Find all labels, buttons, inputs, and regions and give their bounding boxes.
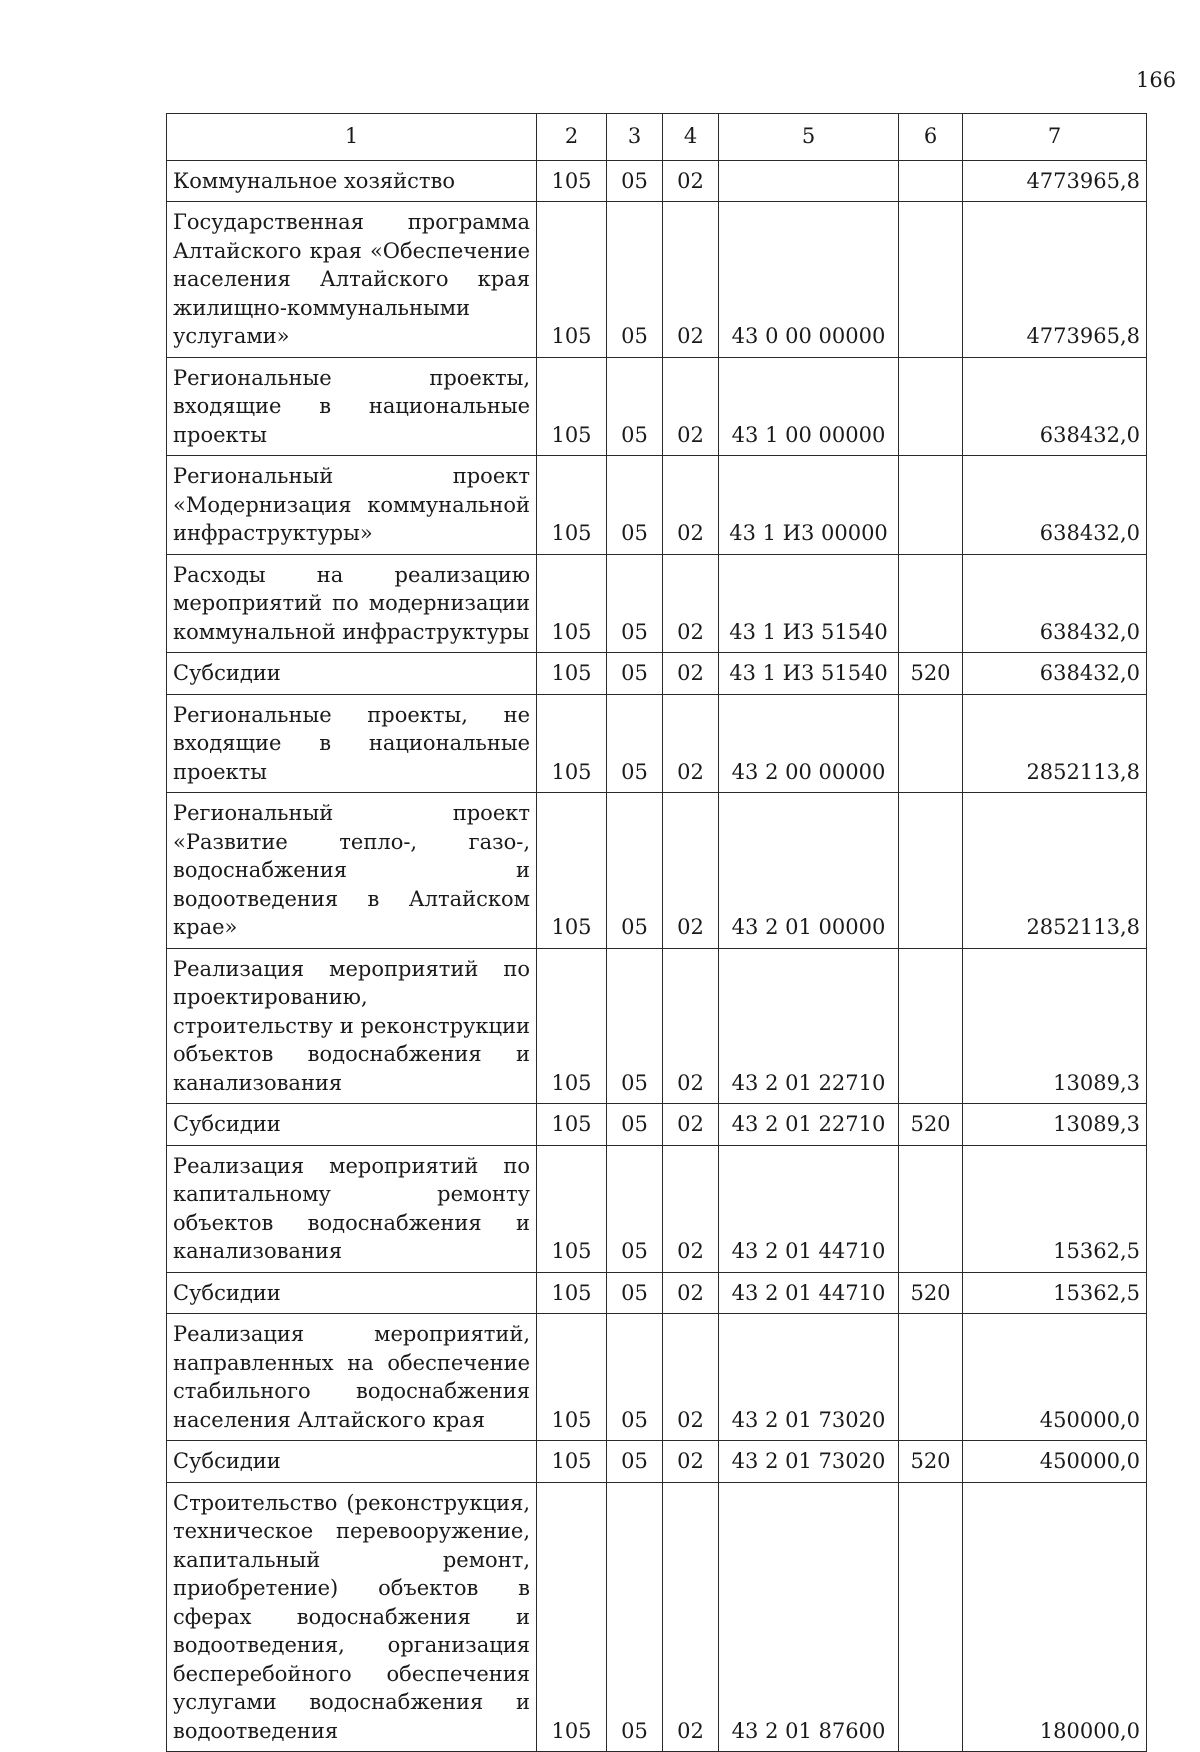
row-col4-cell: 02 [663,948,719,1104]
table-row [167,1441,1147,1483]
row-amount-cell: 2852113,8 [963,793,1147,949]
row-code-cell: 43 2 01 44710 [719,1145,899,1272]
row-col3-cell: 05 [607,1145,663,1272]
table-row [167,554,1147,653]
row-name-cell: Расходы на реализацию мероприятий по модернизации коммунальной инфраструктуры [167,554,537,653]
row-col4-cell: 02 [663,1104,719,1146]
row-col6-cell [899,160,963,202]
row-col3-cell: 05 [607,456,663,555]
row-col2-cell: 105 [537,456,607,555]
row-col2-cell: 105 [537,694,607,793]
table-row [167,456,1147,555]
row-col3-cell: 05 [607,1272,663,1314]
row-amount-cell: 15362,5 [963,1145,1147,1272]
row-col2-cell: 105 [537,948,607,1104]
row-code-cell: 43 2 01 22710 [719,948,899,1104]
row-amount-cell: 638432,0 [963,456,1147,555]
row-name-cell: Государственная программа Алтайского края «Обеспечение населения Алтайского края жилищно-коммунальными услугами» [167,202,537,358]
row-col3-cell: 05 [607,202,663,358]
row-name-cell: Субсидии [167,1104,537,1146]
header-cell: 6 [899,114,963,161]
header-cell: 4 [663,114,719,161]
header-cell: 3 [607,114,663,161]
row-col6-cell [899,357,963,456]
row-name-cell: Региональные проекты, входящие в национальные проекты [167,357,537,456]
row-col4-cell: 02 [663,1441,719,1483]
row-col3-cell: 05 [607,554,663,653]
header-cell: 1 [167,114,537,161]
row-code-cell: 43 2 01 44710 [719,1272,899,1314]
row-code-cell: 43 1 00 00000 [719,357,899,456]
row-col2-cell: 105 [537,1482,607,1752]
table-row [167,1272,1147,1314]
row-name-cell: Коммунальное хозяйство [167,160,537,202]
row-col3-cell: 05 [607,1314,663,1441]
row-amount-cell: 450000,0 [963,1441,1147,1483]
page-number: 166 [1136,68,1177,92]
row-code-cell: 43 2 01 73020 [719,1314,899,1441]
row-amount-cell: 180000,0 [963,1482,1147,1752]
row-col6-cell [899,1314,963,1441]
row-amount-cell: 4773965,8 [963,160,1147,202]
row-amount-cell: 450000,0 [963,1314,1147,1441]
table-header [167,114,1147,161]
row-name-cell: Субсидии [167,1272,537,1314]
row-col2-cell: 105 [537,653,607,695]
row-col6-cell [899,1145,963,1272]
table-row [167,202,1147,358]
row-col6-cell [899,202,963,358]
row-amount-cell: 638432,0 [963,653,1147,695]
row-amount-cell: 638432,0 [963,357,1147,456]
row-col4-cell: 02 [663,456,719,555]
row-amount-cell: 638432,0 [963,554,1147,653]
table-row [167,1145,1147,1272]
row-col3-cell: 05 [607,160,663,202]
row-col3-cell: 05 [607,1104,663,1146]
row-col4-cell: 02 [663,1482,719,1752]
row-col6-cell [899,1482,963,1752]
table-row [167,653,1147,695]
table-row [167,1104,1147,1146]
row-col2-cell: 105 [537,793,607,949]
row-col4-cell: 02 [663,694,719,793]
row-col4-cell: 02 [663,202,719,358]
row-name-cell: Строительство (реконструкция, техническое перевооружение, капитальный ремонт, приобретение) объектов в сферах водоснабжения и водоотведения, организация бесперебойного обеспечения услугами водоснабжения и водоотведения [167,1482,537,1752]
row-col6-cell [899,694,963,793]
row-col2-cell: 105 [537,160,607,202]
row-code-cell: 43 2 01 22710 [719,1104,899,1146]
row-col4-cell: 02 [663,1314,719,1441]
row-amount-cell: 4773965,8 [963,202,1147,358]
row-col2-cell: 105 [537,202,607,358]
row-col2-cell: 105 [537,1314,607,1441]
row-col6-cell: 520 [899,1441,963,1483]
row-name-cell: Реализация мероприятий по капитальному ремонту объектов водоснабжения и канализования [167,1145,537,1272]
row-code-cell: 43 1 И3 00000 [719,456,899,555]
row-code-cell: 43 2 01 87600 [719,1482,899,1752]
row-col6-cell: 520 [899,1272,963,1314]
table-row [167,948,1147,1104]
row-col3-cell: 05 [607,1441,663,1483]
row-name-cell: Субсидии [167,653,537,695]
row-col3-cell: 05 [607,694,663,793]
row-code-cell: 43 2 01 00000 [719,793,899,949]
row-code-cell [719,160,899,202]
row-code-cell: 43 1 И3 51540 [719,653,899,695]
row-amount-cell: 13089,3 [963,1104,1147,1146]
row-col6-cell: 520 [899,653,963,695]
row-col2-cell: 105 [537,1145,607,1272]
header-cell: 5 [719,114,899,161]
row-col6-cell [899,456,963,555]
row-col2-cell: 105 [537,554,607,653]
row-col4-cell: 02 [663,554,719,653]
row-code-cell: 43 1 И3 51540 [719,554,899,653]
table-row [167,694,1147,793]
row-amount-cell: 13089,3 [963,948,1147,1104]
row-col4-cell: 02 [663,160,719,202]
header-cell: 2 [537,114,607,161]
row-col2-cell: 105 [537,357,607,456]
row-col6-cell [899,948,963,1104]
row-col4-cell: 02 [663,357,719,456]
table-row [167,1314,1147,1441]
row-amount-cell: 2852113,8 [963,694,1147,793]
row-code-cell: 43 0 00 00000 [719,202,899,358]
row-amount-cell: 15362,5 [963,1272,1147,1314]
row-name-cell: Субсидии [167,1441,537,1483]
row-col4-cell: 02 [663,793,719,949]
row-col2-cell: 105 [537,1272,607,1314]
table-row [167,357,1147,456]
row-name-cell: Региональный проект «Развитие тепло-, газо-, водоснабжения и водоотведения в Алтайском крае» [167,793,537,949]
row-col6-cell [899,793,963,949]
header-row [167,114,1147,161]
table-row [167,1482,1147,1752]
row-name-cell: Региональные проекты, не входящие в национальные проекты [167,694,537,793]
row-name-cell: Реализация мероприятий по проектированию, строительству и реконструкции объектов водоснабжения и канализования [167,948,537,1104]
header-cell: 7 [963,114,1147,161]
row-col6-cell: 520 [899,1104,963,1146]
row-name-cell: Региональный проект «Модернизация коммунальной инфраструктуры» [167,456,537,555]
row-col3-cell: 05 [607,653,663,695]
table-row [167,160,1147,202]
row-col2-cell: 105 [537,1104,607,1146]
row-col3-cell: 05 [607,793,663,949]
row-col4-cell: 02 [663,1145,719,1272]
row-code-cell: 43 2 01 73020 [719,1441,899,1483]
row-col4-cell: 02 [663,1272,719,1314]
row-code-cell: 43 2 00 00000 [719,694,899,793]
row-col2-cell: 105 [537,1441,607,1483]
table-row [167,793,1147,949]
row-col4-cell: 02 [663,653,719,695]
row-name-cell: Реализация мероприятий, направленных на обеспечение стабильного водоснабжения населения Алтайского края [167,1314,537,1441]
budget-table [166,113,1147,1752]
row-col3-cell: 05 [607,1482,663,1752]
row-col3-cell: 05 [607,357,663,456]
row-col6-cell [899,554,963,653]
table-body [167,160,1147,1752]
row-col3-cell: 05 [607,948,663,1104]
